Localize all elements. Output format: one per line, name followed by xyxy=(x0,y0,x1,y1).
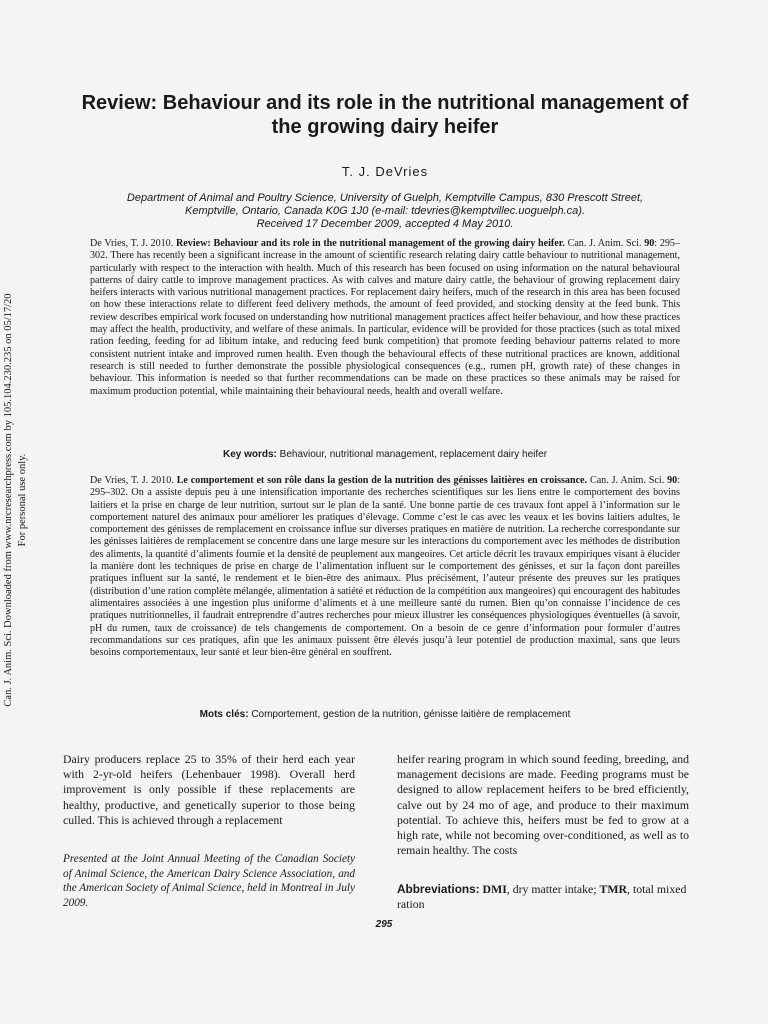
citation-title: Review: Behaviour and its role in the nutritional management of the growing dairy heifer. xyxy=(176,238,565,249)
presented-note: Presented at the Joint Annual Meeting of the Canadian Society of Animal Science, the American Dairy Science Association, and the American Society of Animal Science, held in Montreal in July 2009. xyxy=(63,853,355,909)
keywords-label: Mots clés: xyxy=(199,709,249,720)
affiliation-line-2: Kemptville, Ontario, Canada K0G 1J0 (e-mail: tdevries@kemptvillec.uoguelph.ca). xyxy=(184,205,585,217)
abstract-body: On a assiste depuis peu à une intensification importante des recherches scientifiques sur les liens entre le comportement des bovins laitiers et la prise en charge de leur nutrition, surtout sur le plan de la santé. Une bonne partie de ces travaux font appel à l’information sur le comportement naturel des animaux pour améliorer les pratiques d’élevage. Comme c’est le cas avec les veaux et les bovins laitiers adultes, le comportement des génisses de remplacement en croissance influe sur diverses pratiques en matière de nutrition. La recherche correspondante sur les génisses laitières de remplacement se concentre dans une large mesure sur les interactions du comportement avec les méthodes de distribution des aliments, la quantité d’aliments fournie et la densité de peuplement aux mangeoires. Cet article décrit les travaux empiriques visant à élucider la manière dont les techniques de prise en charge de l’alimentation influent sur le comportement des génisses, et sur la façon dont pareilles pratiques influent sur la santé, le rendement et le bien-être des animaux. Plus précisément, l’auteur présente des preuves sur les pratiques (distribution d’une ration complète mélangée, alimentation à satiété et réduction de la compétition aux mangeoires) qui encouragent des habitudes alimentaires associées à une ingestion plus uniforme d’aliments et à une meilleure santé du rumen. Bien qu’on connaisse l’incidence de ces pratiques nutritionnelles, il faudrait entreprendre d’autres recherches pour mieux illustrer les conséquences physiologiques éventuelles (à savoir, pH du rumen, taux de croissance) de tels changements de comportement. On a besoin de ce genre d’information pour formuler d’autres recommandations sur ces pratiques, afin que les animaux puissent être élevés jusqu’à leur potentiel de production maximal, sans que leurs besoins comportementaux, leur santé et leur bien-être général en souffrent. xyxy=(90,487,681,659)
watermark-line-2: For personal use only. xyxy=(17,453,28,547)
keywords-label: Key words: xyxy=(222,449,277,460)
citation-title: Le comportement et son rôle dans la gestion de la nutrition des génisses laitières en croissance. xyxy=(176,475,588,486)
abstract-french xyxy=(90,475,680,659)
page-number: 295 xyxy=(375,919,393,930)
download-watermark xyxy=(2,240,36,760)
abbrev-term-dmi: DMI xyxy=(482,882,507,896)
citation-author: De Vries, T. J. 2010. xyxy=(90,475,174,486)
abbreviations xyxy=(397,882,689,912)
abstract-english xyxy=(90,238,680,398)
abbrev-term-tmr: TMR xyxy=(599,882,628,896)
abstract-body: There has recently been a significant increase in the amount of scientific research relating dairy cattle behaviour to nutritional management, particularly with respect to the interaction with health. Much of this research has been focused on using information on the natural behavioural patterns of dairy cattle to improve management practices. As with calves and mature dairy cattle, the behaviour of growing replacement dairy heifers interacts with various nutritional management practices. For replacement dairy heifers, much of the research in this area has been focused on how these interactions relate to different feed delivery methods, the amount of feed provided, and stocking density at the feed bunk. This review describes empirical work focused on understanding how nutritional management practices affect heifer behaviour, and how these practices may affect the health, productivity, and welfare of these animals. In particular, evidence will be provided for those practices (such as total mixed ration feeding, feeding for ad libitum intake, and reducing feed bunk competition) that promote feeding behaviour patterns related to more consistent nutrient intake and improved rumen health. Even though the behavioural effects of these nutritional practices are known, additional research is still needed to further demonstrate the possible physiological consequences (e.g., rumen pH, growth rate) of these changes in behaviour. This information is needed so that further recommendations can be made on these practices so these animals may be raised for maximum production potential, while maintaining their behavioural needs, health and overall welfare. xyxy=(90,250,680,397)
affiliation-block xyxy=(82,192,688,231)
article-title: Review: Behaviour and its role in the nutritional management of the growing dairy heifer xyxy=(81,92,689,138)
keywords-value: Comportement, gestion de la nutrition, génisse laitière de remplacement xyxy=(251,709,571,720)
citation-pages: : 295–302. xyxy=(90,475,681,499)
citation-journal: Can. J. Anim. Sci. xyxy=(567,238,642,249)
citation-author: De Vries, T. J. 2010. xyxy=(90,238,174,249)
keywords-value: Behaviour, nutritional management, replacement dairy heifer xyxy=(279,449,548,460)
received-dates: Received 17 December 2009, accepted 4 May 2010. xyxy=(256,218,514,230)
body-left-column: Dairy producers replace 25 to 35% of their herd each year with 2-yr-old heifers (Lehenbauer 1998). Overall herd improvement is only possible if these replacements are healthy, productive, and genetically superior to those being culled. This is achieved through a replacement xyxy=(63,752,355,827)
keywords-french xyxy=(90,709,680,720)
keywords-english xyxy=(90,449,680,460)
citation-journal: Can. J. Anim. Sci. xyxy=(589,475,665,486)
watermark-line-1: Can. J. Anim. Sci. Downloaded from www.nrcresearchpress.com by 105.104.230.235 on 05/17/20 xyxy=(3,293,14,707)
citation-pages: : 295–302. xyxy=(90,238,681,262)
abbrev-def-dmi: , dry matter intake; xyxy=(506,882,597,896)
abbreviations-label: Abbreviations: xyxy=(397,882,480,896)
body-right-column: heifer rearing program in which sound feeding, breeding, and management decisions are made. Feeding programs must be designed to allow replacement heifers to be bred efficiently, calve out by 24 mo of age, and produce to their maximum potential. To achieve this, heifers must be fed to grow at a high rate, while not becoming over-conditioned, as well as to remain healthy. The costs xyxy=(397,752,689,858)
abbrev-def-tmr: , total mixed ration xyxy=(397,882,687,911)
citation-volume: 90 xyxy=(644,238,655,249)
citation-volume: 90 xyxy=(667,475,678,486)
affiliation-line-1: Department of Animal and Poultry Science, University of Guelph, Kemptville Campus, 830 Prescott Street, xyxy=(126,192,644,204)
author-name: T. J. DeVries xyxy=(341,164,429,179)
